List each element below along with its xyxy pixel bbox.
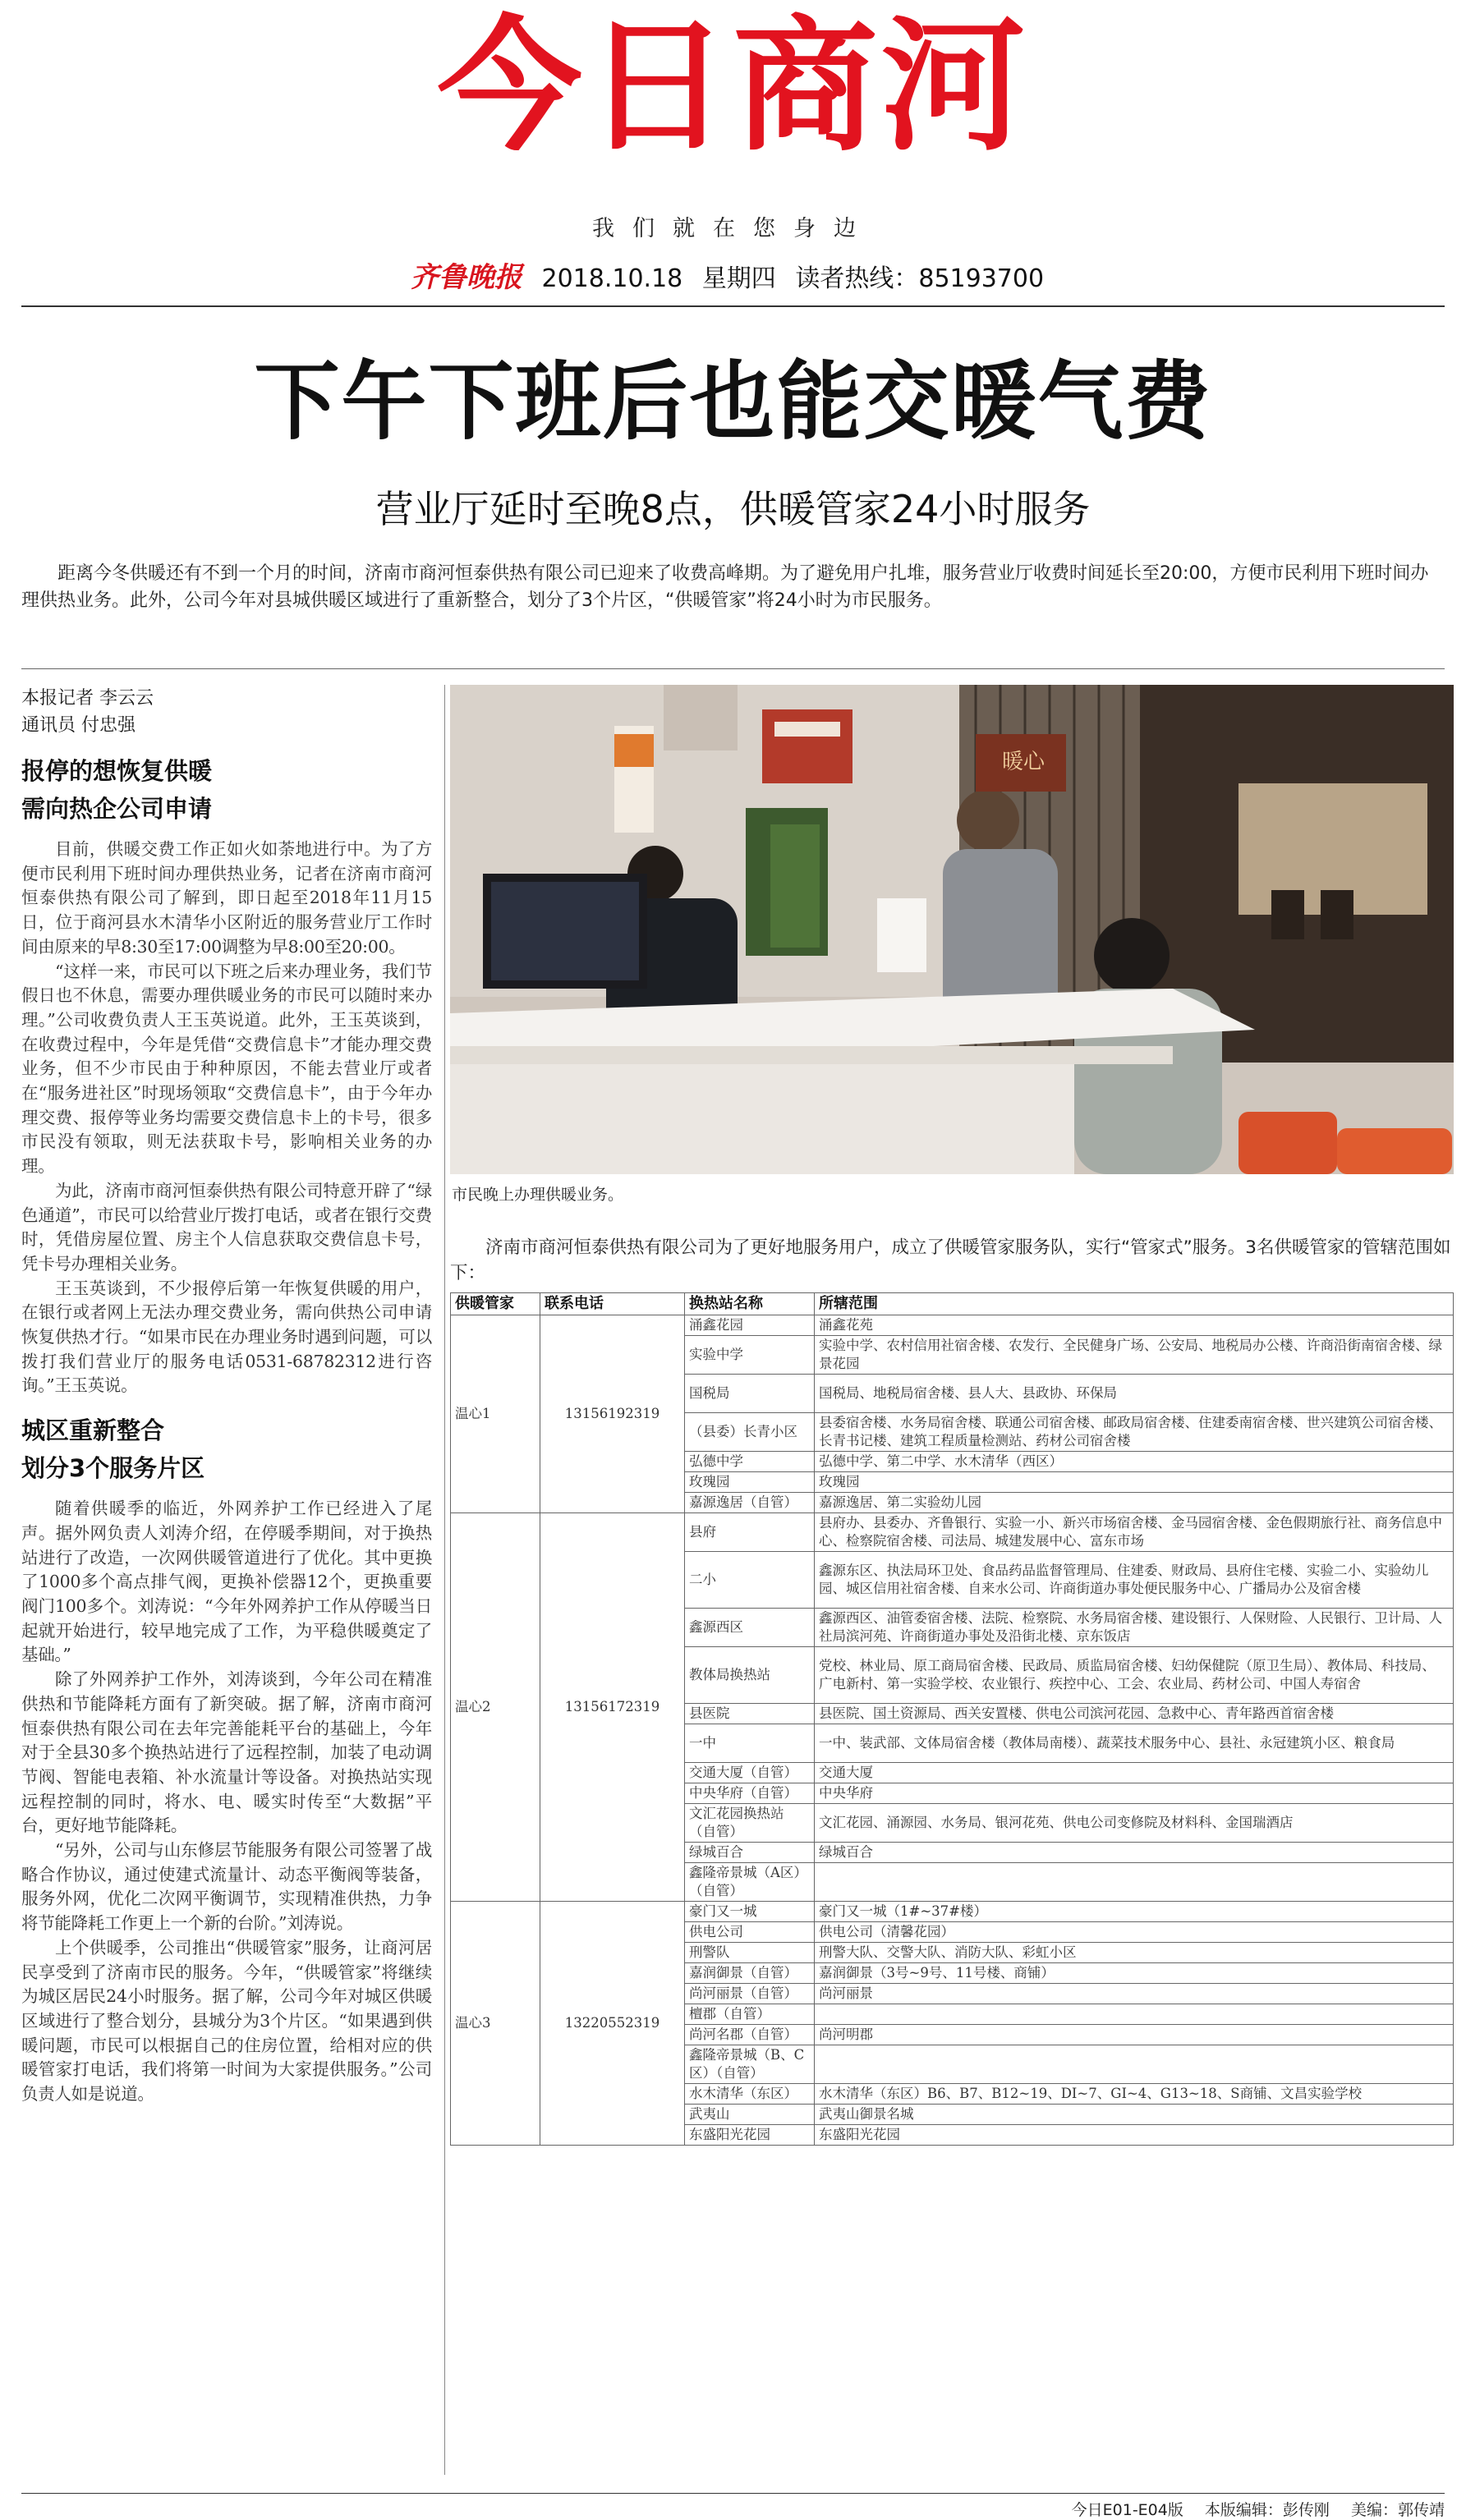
body-paragraph: 上个供暖季，公司推出“供暖管家”服务，让商河居民享受到了济南市民的服务。今年，“供暖管家”将继续为城区居民24小时服务。据了解，公司今年对城区供暖区域进行了整合划分，县城分为3个片区。“如果遇到供暖问题，市民可以根据自己的住房位置，给相对应的供暖管家打电话，我们将第一时间为大家提供服务。”公司负责人如是说道。 bbox=[21, 1937, 432, 2105]
reader-hotline: 读者热线：85193700 bbox=[795, 264, 1045, 293]
art-editor: 美编：郭传靖 bbox=[1350, 2501, 1445, 2519]
scope-cell: 鑫源西区、油管委宿舍楼、法院、检察院、水务局宿舍楼、建设银行、人保财险、人民银行、卫计局、人社局滨河苑、许商街道办事处及沿街北楼、京东饭店 bbox=[815, 1609, 1454, 1647]
station-cell: 豪门又一城 bbox=[685, 1902, 815, 1922]
scope-cell: 县委宿舍楼、水务局宿舍楼、联通公司宿舍楼、邮政局宿舍楼、住建委南宿舍楼、世兴建筑公司宿舍楼、长青书记楼、建筑工程质量检测站、药材公司宿舍楼 bbox=[815, 1413, 1454, 1452]
slogan: 我们就在您身边 bbox=[592, 216, 874, 241]
station-cell: 武夷山 bbox=[685, 2105, 815, 2125]
station-cell: 鑫隆帝景城（A区）（自管） bbox=[685, 1863, 815, 1902]
station-cell: 嘉源逸居（自管） bbox=[685, 1493, 815, 1513]
scope-cell: 刑警大队、交警大队、消防大队、彩虹小区 bbox=[815, 1943, 1454, 1963]
station-cell: 刑警队 bbox=[685, 1943, 815, 1963]
photo-sign-text: 暖心 bbox=[1002, 750, 1046, 774]
scope-cell: 嘉源逸居、第二实验幼儿园 bbox=[815, 1493, 1454, 1513]
phone-cell: 13220552319 bbox=[540, 1902, 685, 2146]
body-paragraph: 为此，济南市商河恒泰供热有限公司特意开辟了“绿色通道”，市民可以给营业厅拨打电话，或者在银行交费时，凭借房屋位置、房主个人信息获取交费信息卡号，凭卡号办理相关业务。 bbox=[21, 1180, 432, 1274]
byline-reporter: 本报记者 李云云 bbox=[21, 688, 154, 709]
scope-cell: 水木清华（东区）B6、B7、B12~19、DI~7、GI~4、G13~18、S商铺、文昌实验学校 bbox=[815, 2084, 1454, 2105]
station-cell: 水木清华（东区） bbox=[685, 2084, 815, 2105]
station-cell: 实验中学 bbox=[685, 1336, 815, 1375]
station-cell: 国税局 bbox=[685, 1375, 815, 1413]
body-paragraph: “另外，公司与山东修层节能服务有限公司签署了战略合作协议，通过使建式流量计、动态平衡阀等装备，服务外网，优化二次网平衡调节，实现精准供热，力争将节能降耗工作更上一个新的台阶。”刘涛说。 bbox=[21, 1840, 432, 1934]
table-row bbox=[451, 1513, 1454, 1552]
scope-cell: 国税局、地税局宿舍楼、县人大、县政协、环保局 bbox=[815, 1375, 1454, 1413]
scope-cell: 交通大厦 bbox=[815, 1763, 1454, 1783]
station-cell: 绿城百合 bbox=[685, 1843, 815, 1863]
station-cell: 县医院 bbox=[685, 1704, 815, 1724]
scope-cell: 中央华府 bbox=[815, 1783, 1454, 1804]
column-divider bbox=[444, 685, 445, 2475]
station-cell: 尚河丽景（自管） bbox=[685, 1984, 815, 2004]
scope-cell: 武夷山御景名城 bbox=[815, 2105, 1454, 2125]
station-cell: 文汇花园换热站（自管） bbox=[685, 1804, 815, 1843]
table-row bbox=[451, 1902, 1454, 1922]
scope-cell: 文汇花园、涌源园、水务局、银河花苑、供电公司变修院及材料科、金国瑞酒店 bbox=[815, 1804, 1454, 1843]
scope-cell: 鑫源东区、执法局环卫处、食品药品监督管理局、住建委、财政局、县府住宅楼、实验二小、实验幼儿园、城区信用社宿舍楼、自来水公司、许商街道办事处便民服务中心、广播局办公及宿舍楼 bbox=[815, 1552, 1454, 1609]
scope-cell: 豪门又一城（1#~37#楼） bbox=[815, 1902, 1454, 1922]
scope-cell: 县府办、县委办、齐鲁银行、实验一小、新兴市场宿舍楼、金马园宿舍楼、金色假期旅行社、商务信息中心、检察院宿舍楼、司法局、城建发展中心、富东市场 bbox=[815, 1513, 1454, 1552]
scope-cell: 尚河明郡 bbox=[815, 2025, 1454, 2045]
scope-cell: 玫瑰园 bbox=[815, 1472, 1454, 1493]
body-paragraph: 王玉英谈到，不少报停后第一年恢复供暖的用户，在银行或者网上无法办理交费业务，需向供热公司申请恢复供热才行。“如果市民在办理业务时遇到问题，可以拨打我们营业厅的服务电话0531-68782312进行咨询。”王玉英说。 bbox=[21, 1278, 432, 1396]
issue-weekday: 星期四 bbox=[701, 264, 776, 293]
station-cell: 一中 bbox=[685, 1724, 815, 1763]
section-title: 需向热企公司申请 bbox=[21, 795, 213, 823]
station-cell: 二小 bbox=[685, 1552, 815, 1609]
paper-name: 齐鲁晚报 bbox=[410, 261, 522, 294]
masthead bbox=[0, 0, 1466, 308]
station-cell: 尚河名郡（自管） bbox=[685, 2025, 815, 2045]
header-keeper: 供暖管家 bbox=[451, 1293, 540, 1315]
scope-cell: 涌鑫花苑 bbox=[815, 1315, 1454, 1336]
body-paragraph: “这样一来，市民可以下班之后来办理业务，我们节假日也不休息，需要办理供暖业务的市民可以随时来办理。”公司收费负责人王玉英说道。此外，王玉英谈到，在收费过程中，今年是凭借“交费信息卡”才能办理交费业务，但不少市民由于种种原因，不能去营业厅或者在“服务进社区”时现场领取“交费信息卡”，由于今年办理交费、报停等业务均需要交费信息卡上的卡号，很多市民没有领取，则无法获取卡号，影响相关业务的办理。 bbox=[21, 961, 432, 1177]
subheadline: 营业厅延时至晚8点，供暖管家24小时服务 bbox=[375, 487, 1091, 531]
scope-cell: 供电公司（清馨花园） bbox=[815, 1922, 1454, 1943]
page-editor: 本版编辑：彭传刚 bbox=[1204, 2501, 1330, 2519]
service-area-table bbox=[450, 1292, 1454, 2146]
section-title: 城区重新整合 bbox=[21, 1416, 165, 1445]
station-cell: （县委）长青小区 bbox=[685, 1413, 815, 1452]
photo-caption: 市民晚上办理供暖业务。 bbox=[452, 1186, 624, 1204]
scope-cell bbox=[815, 1863, 1454, 1902]
station-cell: 县府 bbox=[685, 1513, 815, 1552]
station-cell: 檀郡（自管） bbox=[685, 2004, 815, 2025]
section-title: 划分3个服务片区 bbox=[21, 1454, 205, 1483]
scope-cell: 绿城百合 bbox=[815, 1843, 1454, 1863]
station-cell: 弘德中学 bbox=[685, 1452, 815, 1472]
header-station: 换热站名称 bbox=[685, 1293, 815, 1315]
scope-cell: 东盛阳光花园 bbox=[815, 2125, 1454, 2146]
scope-cell: 尚河丽景 bbox=[815, 1984, 1454, 2004]
article-column bbox=[21, 685, 432, 2107]
station-cell: 中央华府（自管） bbox=[685, 1783, 815, 1804]
station-cell: 交通大厦（自管） bbox=[685, 1763, 815, 1783]
station-cell: 鑫隆帝景城（B、C区）（自管） bbox=[685, 2045, 815, 2084]
scope-cell: 县医院、国土资源局、西关安置楼、供电公司滨河花园、急救中心、青年路西首宿舍楼 bbox=[815, 1704, 1454, 1724]
table-header-row bbox=[451, 1293, 1454, 1315]
table-intro: 济南市商河恒泰供热有限公司为了更好地服务用户，成立了供暖管家服务队，实行“管家式”服务。3名供暖管家的管辖范围如下： bbox=[450, 1237, 1451, 1283]
scope-cell: 嘉润御景（3号~9号、11号楼、商铺） bbox=[815, 1963, 1454, 1984]
scope-cell: 弘德中学、第二中学、水木清华（西区） bbox=[815, 1452, 1454, 1472]
station-cell: 教体局换热站 bbox=[685, 1647, 815, 1704]
scope-cell bbox=[815, 2004, 1454, 2025]
keeper-cell: 温心2 bbox=[451, 1513, 540, 1902]
section-title: 报停的想恢复供暖 bbox=[21, 757, 213, 785]
news-photo bbox=[450, 685, 1454, 1174]
scope-cell bbox=[815, 2045, 1454, 2084]
publication-info bbox=[0, 255, 1466, 295]
keeper-cell: 温心1 bbox=[451, 1315, 540, 1513]
scope-cell: 党校、林业局、原工商局宿舍楼、民政局、质监局宿舍楼、妇幼保健院（原卫生局）、教体局、科技局、广电新村、第一实验学校、农业银行、疾控中心、工会、农业局、药材公司、中国人寿宿舍 bbox=[815, 1647, 1454, 1704]
lead-paragraph: 距离今冬供暖还有不到一个月的时间，济南市商河恒泰供热有限公司已迎来了收费高峰期。为了避免用户扎堆，服务营业厅收费时间延长至20:00，方便市民利用下班时间办理供热业务。此外，公司今年对县城供暖区域进行了重新整合，划分了3个片区，“供暖管家”将24小时为市民服务。 bbox=[21, 563, 1429, 611]
scope-cell: 实验中学、农村信用社宿舍楼、农发行、全民健身广场、公安局、地税局办公楼、许商沿街南宿舍楼、绿景花园 bbox=[815, 1336, 1454, 1375]
header-phone: 联系电话 bbox=[540, 1293, 685, 1315]
issue-date: 2018.10.18 bbox=[541, 264, 683, 293]
newspaper-logo: 今日商河 bbox=[437, 2, 1029, 171]
table-row bbox=[451, 1315, 1454, 1336]
lead-divider bbox=[21, 668, 1445, 669]
body-paragraph: 除了外网养护工作外，刘涛谈到，今年公司在精准供热和节能降耗方面有了新突破。据了解，济南市商河恒泰供热有限公司在去年完善能耗平台的基础上，今年对于全县30多个换热站进行了远程控制，加装了电动调节阀、智能电表箱、补水流量计等设备。对换热站实现远程控制的同时，将水、电、暖实时传至“大数据”平台，更好地节能降耗。 bbox=[21, 1669, 432, 1836]
phone-cell: 13156192319 bbox=[540, 1315, 685, 1513]
scope-cell: 一中、装武部、文体局宿舍楼（教体局南楼）、蔬菜技术服务中心、县社、永冠建筑小区、粮食局 bbox=[815, 1724, 1454, 1763]
station-cell: 玫瑰园 bbox=[685, 1472, 815, 1493]
station-cell: 涌鑫花园 bbox=[685, 1315, 815, 1336]
station-cell: 东盛阳光花园 bbox=[685, 2125, 815, 2146]
edition-range: 今日E01-E04版 bbox=[1071, 2501, 1183, 2519]
station-cell: 嘉润御景（自管） bbox=[685, 1963, 815, 1984]
body-paragraph: 随着供暖季的临近，外网养护工作已经进入了尾声。据外网负责人刘涛介绍，在停暖季期间，对于换热站进行了改造，一次网供暖管道进行了优化。其中更换了1000多个高点排气阀，更换补偿器12个，更换重要阀门100多个。刘涛说：“今年外网养护工作从停暖当日起就开始进行，较早地完成了工作，为平稳供暖奠定了基础。” bbox=[21, 1499, 432, 1665]
office-scene-illustration bbox=[450, 685, 1454, 1174]
footer-rule bbox=[21, 2493, 1445, 2494]
byline-correspondent: 通讯员 付忠强 bbox=[21, 715, 136, 736]
body-paragraph: 目前，供暖交费工作正如火如荼地进行中。为了方便市民利用下班时间办理供热业务，记者在济南市商河恒泰供热有限公司了解到，即日起至2018年11月15日，位于商河县水木清华小区附近的服务营业厅工作时间由原来的早8:30至17:00调整为早8:00至20:00。 bbox=[21, 839, 432, 957]
header-scope: 所辖范围 bbox=[815, 1293, 1454, 1315]
phone-cell: 13156172319 bbox=[540, 1513, 685, 1902]
masthead-divider bbox=[21, 305, 1445, 307]
station-cell: 供电公司 bbox=[685, 1922, 815, 1943]
station-cell: 鑫源西区 bbox=[685, 1609, 815, 1647]
headline: 下午下班后也能交暖气费 bbox=[254, 351, 1212, 452]
keeper-cell: 温心3 bbox=[451, 1902, 540, 2146]
